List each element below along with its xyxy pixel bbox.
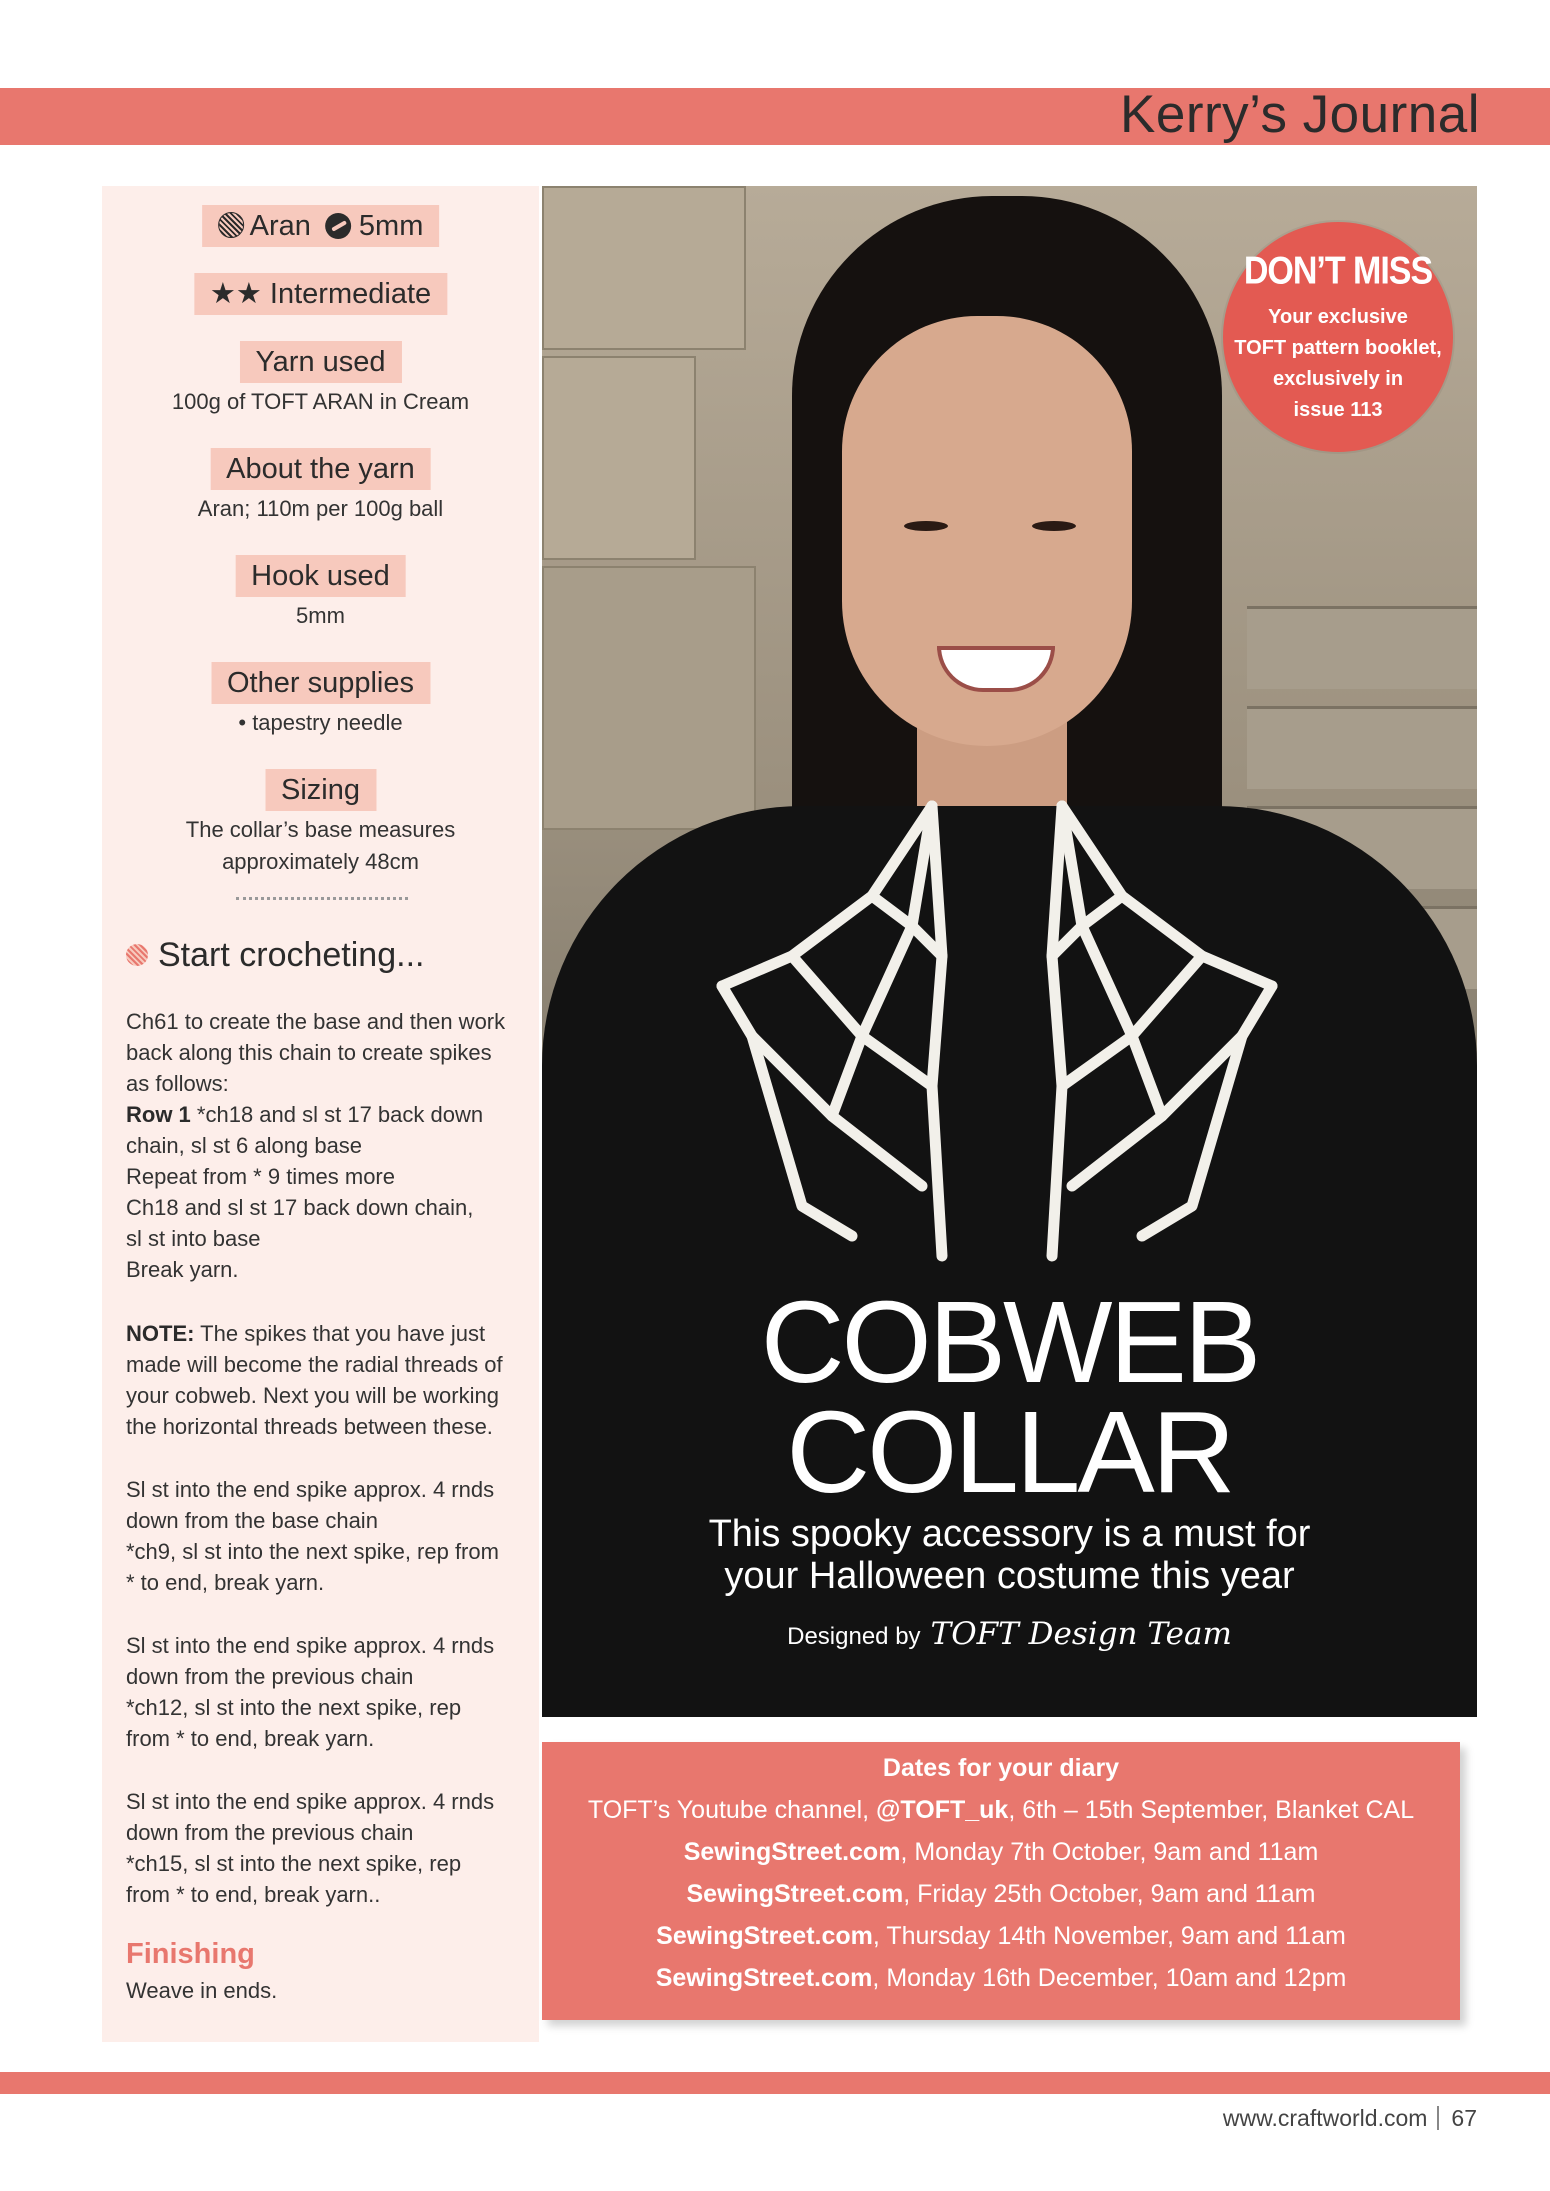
start-heading-text: Start crocheting... xyxy=(158,936,425,974)
instruction-line: *ch12, sl st into the next spike, rep xyxy=(126,1695,462,1720)
instruction-line: down from the previous chain xyxy=(126,1664,414,1689)
badge-line: issue 113 xyxy=(1293,399,1383,421)
yarn-ball-icon xyxy=(218,212,244,238)
row-1-line xyxy=(126,1099,526,1130)
yarn-weight: Aran xyxy=(249,210,311,242)
other-supplies-value: • tapestry needle xyxy=(238,710,403,735)
yarn-ball-icon xyxy=(126,944,148,966)
instruction-line: made will become the radial threads of xyxy=(126,1352,503,1377)
instruction-line: Break yarn. xyxy=(126,1257,239,1282)
date-row xyxy=(542,1796,1460,1825)
about-yarn-label: About the yarn xyxy=(210,448,431,490)
instruction-line: Repeat from * 9 times more xyxy=(126,1164,395,1189)
hook-icon xyxy=(325,213,351,239)
instruction-line: The spikes that you have just xyxy=(194,1321,486,1346)
date-row-link[interactable]: SewingStreet.com xyxy=(683,1838,901,1866)
date-row-detail: , Monday 16th December, 10am and 12pm xyxy=(872,1964,1347,1992)
badge-text xyxy=(1223,302,1453,426)
badge-line: TOFT pattern booklet, xyxy=(1234,337,1442,359)
instruction-line: from * to end, break yarn. xyxy=(126,1726,375,1751)
sizing-label: Sizing xyxy=(265,769,376,811)
instruction-line: Ch18 and sl st 17 back down chain, xyxy=(126,1195,474,1220)
instruction-line: as follows: xyxy=(126,1071,229,1096)
instruction-line: Sl st into the end spike approx. 4 rnds xyxy=(126,1633,495,1658)
instruction-line: *ch15, sl st into the next spike, rep xyxy=(126,1851,462,1876)
badge-line: Your exclusive xyxy=(1268,306,1408,328)
date-row-prefix: TOFT’s Youtube channel, xyxy=(587,1796,877,1824)
sizing-line-1: The collar’s base measures xyxy=(185,817,456,842)
dates-heading: Dates for your diary xyxy=(882,1754,1120,1782)
dates-for-diary-box xyxy=(542,1742,1460,2020)
date-row-link[interactable]: SewingStreet.com xyxy=(655,1964,873,1992)
date-row xyxy=(542,1838,1460,1867)
instruction-line: Sl st into the end spike approx. 4 rnds xyxy=(126,1789,495,1814)
badge-title: DON’T MISS xyxy=(1243,249,1433,293)
note-label: NOTE: xyxy=(126,1321,195,1346)
finishing-text: Weave in ends. xyxy=(126,1978,278,2003)
smile xyxy=(937,646,1055,692)
date-row xyxy=(542,1880,1460,1909)
designer-credit xyxy=(542,1616,1477,1652)
article-subtitle-line-2: your Halloween costume this year xyxy=(724,1555,1295,1597)
date-row-detail: , Monday 7th October, 9am and 11am xyxy=(900,1838,1319,1866)
date-row-detail: , 6th – 15th September, Blanket CAL xyxy=(1008,1796,1415,1824)
sizing-line-2: approximately 48cm xyxy=(222,849,419,874)
instruction-line: chain, sl st 6 along base xyxy=(126,1133,363,1158)
footer xyxy=(1223,2105,1477,2132)
yarn-used-label: Yarn used xyxy=(239,341,401,383)
instruction-line: *ch18 and sl st 17 back down xyxy=(190,1102,484,1127)
cobweb-collar-left xyxy=(692,786,952,1266)
instructions-paragraph-4 xyxy=(126,1786,526,1910)
badge-line: exclusively in xyxy=(1272,368,1404,390)
finishing-heading: Finishing xyxy=(126,1938,255,1970)
date-row-detail: , Friday 25th October, 9am and 11am xyxy=(903,1880,1316,1908)
instruction-line: from * to end, break yarn.. xyxy=(126,1882,381,1907)
eye xyxy=(904,521,948,531)
article-subtitle-line-1: This spooky accessory is a must for xyxy=(708,1513,1311,1555)
instruction-line: down from the previous chain xyxy=(126,1820,414,1845)
date-row-link[interactable]: @TOFT_uk xyxy=(876,1796,1009,1824)
instruction-line: Ch61 to create the base and then work xyxy=(126,1009,506,1034)
designer-signature: TOFT Design Team xyxy=(930,1616,1232,1652)
date-row xyxy=(542,1964,1460,1993)
section-title: Kerry’s Journal xyxy=(1120,85,1480,144)
instructions-paragraph-1 xyxy=(126,1006,526,1285)
dont-miss-badge xyxy=(1223,222,1453,452)
date-row-link[interactable]: SewingStreet.com xyxy=(656,1922,873,1950)
instruction-line: back along this chain to create spikes xyxy=(126,1040,492,1065)
instructions-paragraph-2 xyxy=(126,1474,526,1598)
note-paragraph xyxy=(126,1318,526,1442)
about-yarn-value: Aran; 110m per 100g ball xyxy=(197,496,444,521)
dotted-divider xyxy=(236,897,408,900)
date-row xyxy=(542,1922,1460,1951)
hook-used-label: Hook used xyxy=(235,555,406,597)
cobweb-collar-right xyxy=(1042,786,1302,1266)
footer-divider xyxy=(1437,2106,1439,2130)
instruction-line: the horizontal threads between these. xyxy=(126,1414,493,1439)
website-link[interactable]: www.craftworld.com xyxy=(1222,2105,1428,2131)
instruction-line: down from the base chain xyxy=(126,1508,378,1533)
stone-step xyxy=(1247,706,1477,789)
difficulty-level: Intermediate xyxy=(269,278,432,310)
row-label: Row 1 xyxy=(126,1102,191,1127)
yarn-used-value: 100g of TOFT ARAN in Cream xyxy=(171,389,470,414)
instruction-line: Sl st into the end spike approx. 4 rnds xyxy=(126,1477,495,1502)
other-supplies-label: Other supplies xyxy=(211,662,430,704)
article-title-line-2: COLLAR xyxy=(786,1387,1233,1517)
eye xyxy=(1032,521,1076,531)
face xyxy=(842,316,1132,746)
instruction-line: *ch9, sl st into the next spike, rep from xyxy=(126,1539,499,1564)
page-number: 67 xyxy=(1451,2105,1477,2131)
designed-by-label: Designed by xyxy=(787,1623,921,1650)
date-row-detail: , Thursday 14th November, 9am and 11am xyxy=(872,1922,1346,1950)
instruction-line: your cobweb. Next you will be working xyxy=(126,1383,499,1408)
yarn-weight-badge xyxy=(202,205,440,247)
stone-wall xyxy=(542,356,696,560)
article-title-line-1: COBWEB xyxy=(760,1277,1259,1407)
hook-size: 5mm xyxy=(358,210,424,242)
stone-step xyxy=(1247,606,1477,689)
instruction-line: sl st into base xyxy=(126,1226,261,1251)
difficulty-badge xyxy=(194,273,447,315)
footer-band xyxy=(0,2072,1550,2094)
date-row-link[interactable]: SewingStreet.com xyxy=(686,1880,904,1908)
start-crocheting-heading xyxy=(126,936,424,975)
stone-wall xyxy=(542,186,746,350)
pattern-sidebar xyxy=(102,186,539,2042)
hook-used-value: 5mm xyxy=(296,603,345,628)
star-icon: ★★ xyxy=(209,278,262,310)
instructions-paragraph-3 xyxy=(126,1630,526,1754)
instruction-line: * to end, break yarn. xyxy=(126,1570,325,1595)
